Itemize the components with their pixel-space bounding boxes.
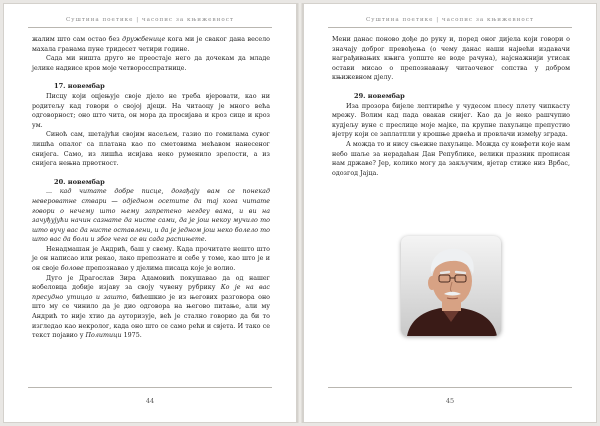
text-run: Дуго је Драгослав Зира Адамовић покушавао да од нашег нобеловца добије изјаву за своју чувену рубрику — [32, 274, 270, 292]
ear — [428, 276, 436, 290]
text-run: препознавао у дјелима писаца које је волио. — [83, 265, 236, 273]
entry-date-heading: 20. новембар — [54, 177, 105, 186]
text-run: , бићешкио је из његових разговора оно што му се чинило да је дио одговора на његово питање, али му Андрић то није хтио да ауторизује, већ је стално говорио да би то изгледао као некролог, када оно што се само рећи и свјета. И тако се текст појавио у — [32, 293, 270, 340]
footer-rule — [28, 387, 272, 388]
text-run: Писцу који оцјењује своје дјело не треба вјеровати, као ни родитељу кад говори о својој дјеци. На читаоцу је много већа одговорност; оно што чита, он мора да просијава и кроз сице и кроз ум. — [32, 92, 270, 129]
paragraph — [32, 130, 270, 168]
left-body-text — [32, 35, 270, 341]
page-number: 45 — [445, 397, 455, 405]
paragraph — [32, 35, 270, 54]
text-run: А можда то и нису сњежне пахуљице. Можда су конфети које нам небо шаље за нерадаћан Дан Републике, велики празник прописан нам државе? Јер, колико могу да закључим, вјетар стиже низ Врбас, одозгод Јајца. — [332, 140, 570, 177]
page-number: 44 — [145, 397, 155, 405]
quote-paragraph — [32, 187, 270, 245]
italic-text-run: Ко је на вас пресудно утицао и зашто — [32, 284, 270, 301]
paragraph — [32, 54, 270, 73]
running-header: Суштина поетике | часопис за књижевност — [66, 17, 234, 23]
text-run: кога ми је сваког дана весело махала гранама пуне тридесет четири године. — [32, 36, 270, 53]
portrait-illustration — [401, 236, 501, 336]
text-run: 1975. — [121, 332, 142, 340]
text-run: Сада ми ништа друго не преостаје него да дочекам да младе јелике надвисе кров моје четворосспратнице. — [32, 55, 270, 72]
footer-rule — [328, 387, 572, 388]
paragraph — [332, 102, 570, 140]
header-rule — [328, 27, 572, 28]
paragraph — [32, 274, 270, 341]
text-run: Мени данас поново дође до руку и, поред оног дијела који говори о значају доброг превођења (о чему данас наши највећи издавачи награђивањих књига уопште не воде рачуна), најснажнији утисак остави мисао о препознавању читаочевог сопства у добром књижевном дјелу. — [332, 36, 570, 82]
italic-text-run: дружбенице — [122, 36, 166, 43]
paragraph — [32, 245, 270, 274]
paragraph — [332, 140, 570, 178]
left-page — [3, 3, 297, 423]
text-run: жалим што сам остао без — [32, 36, 123, 43]
running-header: Суштина поетике | часопис за књижевност — [366, 17, 534, 23]
text-run: Ненадмашан је Андрић, баш у свему. Када прочитате нешто што је он написао или рекао, лако препознате и себе у томе, као што је и он своје — [32, 245, 270, 273]
text-run: Синоћ сам, шетајући својим насељем, газио по гомилама сувог лишћа опалог са платана као по сметовима мећавом нанесеног снијега. Само, из лишћа исијава неко руменило зрелости, а из снијега нењна првотност. — [32, 131, 270, 168]
right-page — [303, 3, 597, 423]
entry-date-heading: 17. новембар — [54, 82, 105, 91]
italic-text-run: Политици — [85, 332, 122, 340]
header-rule — [28, 27, 272, 28]
italic-text-run: болове — [60, 265, 84, 273]
right-body-text — [332, 35, 570, 178]
author-portrait-photo — [401, 236, 501, 336]
entry-date-heading: 29. новембар — [354, 91, 405, 100]
paragraph — [332, 35, 570, 83]
text-run: Иза прозора бијеле лептириће у чудесом плесу плету чипкасту мрежу. Волим кад пада овакав снијег. Као да је неко рашчупио кудјељу вуне с преслице моје мајке, па крупне пахуљице препустио вјетру који се заплатпли у крошње дрвећа и провлачи између зграда. — [332, 102, 570, 139]
paragraph — [32, 92, 270, 130]
italic-text-run: ... кад читате добре писце, догађају вам се понекад невероватне ствари — одједном осетите да тај кога читате говори о нечему што њему запретено негдеу вама, и ви на зачуђујући начин сазнате да нисте сами, да је још некоy мучило то што вучу вас да нисте оставлени, и да је једном још неко болело то што вас да боли и због чега се ви сада распињете. — [32, 188, 270, 244]
